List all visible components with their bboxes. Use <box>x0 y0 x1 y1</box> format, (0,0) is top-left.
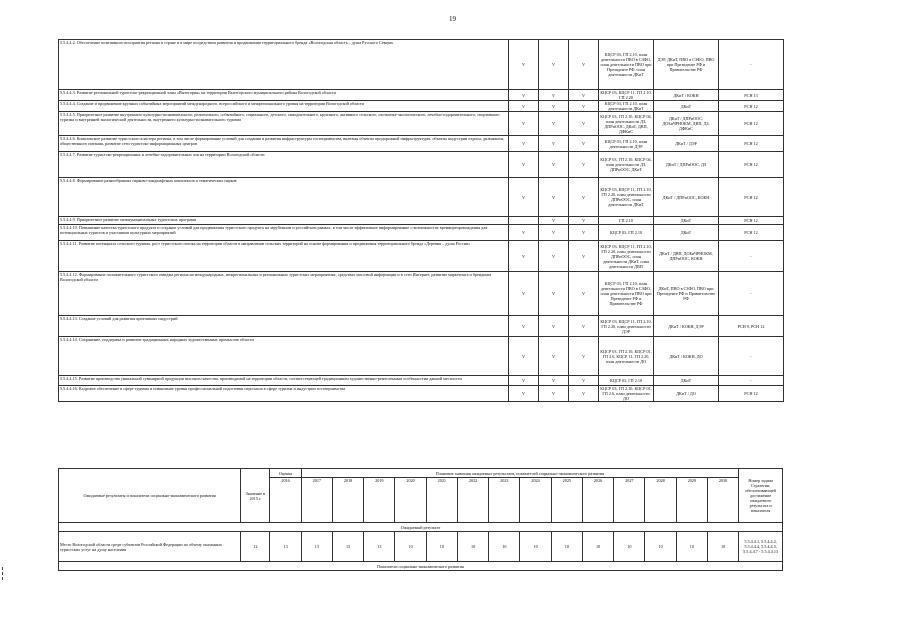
year-header: 2021 <box>426 478 457 523</box>
measure-row <box>59 376 784 386</box>
stage-1-mark: V <box>509 225 539 241</box>
measure-documents: КЦСР 03, ГП 2.10, план деятельности ДЭР <box>599 136 654 152</box>
measure-description: 5.5.4.4.7. Развитие туристско-рекреационных и лечебно-оздоровительных зон на территории Вологодской области <box>59 152 509 178</box>
stage-1-mark <box>509 217 539 225</box>
value-2015-header: Значение в 2015 г. <box>241 469 270 523</box>
stage-3-mark: V <box>569 337 599 376</box>
measure-row <box>59 386 784 402</box>
stage-1-mark: V <box>509 101 539 112</box>
stage-1-mark: V <box>509 316 539 337</box>
margin-mark <box>2 567 4 580</box>
stage-1-mark: V <box>509 376 539 386</box>
measure-description: 5.5.4.4.3. Развитие региональной туристско-рекреационной зоны «Вытегория» на территории Вытегорского муниципального района Вологодской области <box>59 90 509 101</box>
stage-3-mark: V <box>569 40 599 90</box>
measure-row <box>59 316 784 337</box>
stage-2-mark: V <box>539 40 569 90</box>
stage-1-mark: V <box>509 90 539 101</box>
measure-resources: РСН 12 <box>719 386 784 402</box>
stage-1-mark: V <box>509 241 539 272</box>
measure-documents: КЦСР 03, КЦСР 11, ГП 2.10, ГП 2.20, план деятельности ДЭР <box>599 316 654 337</box>
measure-row <box>59 178 784 217</box>
measure-documents: КЦСР 03, ГП 2.10, КЦСР 01, ГП 2.6, план деятельности ДО <box>600 386 652 401</box>
indicator-value: 10 <box>426 532 457 562</box>
stage-2-mark: V <box>539 241 569 272</box>
measure-resources: - <box>719 337 784 376</box>
measure-documents: КЦСР 03, ГП 2.10, КЦСР 04, план деятельности ДЗ, ДПРиООС, ДКиТ <box>599 152 654 178</box>
stage-3-mark: V <box>569 376 599 386</box>
measure-resources: РСН 12 <box>719 101 784 112</box>
stage-1-mark: V <box>509 152 539 178</box>
measure-documents: КЦСР 03, КЦСР 11, ГП 2.10, ГП 2.20 <box>600 90 652 100</box>
measure-description: 5.5.4.4.2. Обеспечение позитивного восприятия региона в стране и в мире посредством развития и продвижения территориального бренда «Вологодская область – душа Русского Севера» <box>59 40 509 90</box>
measure-resources: РСН 12 <box>719 217 784 225</box>
stage-3-mark: V <box>569 225 599 241</box>
measure-executors: ДКиТ / КОКН, ДЭР <box>654 316 719 337</box>
indicator-value: 10 <box>551 532 582 562</box>
measure-description: 5.5.4.4.8. Формирование разнообразных парково-ландшафтных комплексов и тематических парков <box>59 178 509 217</box>
indicator-task-numbers: 5.5.4.4.1, 5.5.4.4.2, 5.5.4.4.4, 5.5.4.4.5, 5.5.4.4.7 - 5.5.4.4.13 <box>739 532 783 562</box>
indicator-value: 13 <box>270 532 301 562</box>
measure-resources: РСН 9, РСН 12 <box>719 316 784 337</box>
measure-executors: ДКиТ <box>654 225 719 241</box>
measure-description: 5.5.4.4.5. Приоритетное развитие внутреннего культурно-познавательного, религиозного, событийного, социального, детского, самодеятельного, круизного, активного сельского, охотничье-экологического, лечебно-оздоровительного, спортивного туризма и внутренней экологической деятельности, внутреннего культурно-познавательного туризма <box>59 112 509 136</box>
indicator-value: 10 <box>676 532 707 562</box>
measure-executors: ДКиТ / ДО <box>654 386 719 402</box>
measure-description: 5.5.4.4.13. Создание условий для развития креативных индустрий <box>59 316 509 337</box>
stage-3-mark: V <box>569 386 599 402</box>
stage-2-mark: V <box>539 112 569 136</box>
measure-row <box>59 90 784 101</box>
measure-resources: - <box>719 40 784 90</box>
measure-executors: ДКиТ / ДЭР <box>654 136 719 152</box>
indicator-value: 13 <box>332 532 363 562</box>
stage-2-mark: V <box>539 337 569 376</box>
stage-2-mark: V <box>539 316 569 337</box>
measure-documents: ГП 2.10 <box>599 217 654 225</box>
measure-executors: ДКиТ / ДПРиООС, ДЗ <box>654 152 719 178</box>
indicator-value: 13 <box>301 532 332 562</box>
measure-row <box>59 217 784 225</box>
stage-3-mark: V <box>569 316 599 337</box>
stage-2-mark: V <box>539 376 569 386</box>
stage-3-mark: V <box>569 241 599 272</box>
measure-row <box>59 136 784 152</box>
year-header: 2023 <box>489 478 520 523</box>
indicator-value: 10 <box>645 532 676 562</box>
stage-2-mark: V <box>539 386 569 402</box>
measure-description: 5.5.4.4.4. Создание и продвижение крупных событийных мероприятий международного, всероссийского и межрегионального уровня на территории Вологодской области <box>59 101 509 112</box>
measure-resources: РСН 13 <box>719 90 784 101</box>
measure-resources: - <box>719 376 784 386</box>
measure-resources: - <box>719 241 784 272</box>
measure-documents: КЦСР 03, ГП 2.10 <box>599 376 654 386</box>
measure-resources: РСН 12 <box>719 112 784 136</box>
indicator-value: 10 <box>707 532 738 562</box>
stage-2-mark: V <box>539 101 569 112</box>
measure-documents: КЦСР 03, ГП 2.10, план деятельности ПВО в СЗФО, план деятельности ПВО при Президенте РФ, план деятельности ДКиТ <box>599 40 654 90</box>
stage-3-mark: V <box>569 90 599 101</box>
measure-executors: ДКиТ / ДВП, ДОБиЧРНОКМ, ДПРиООС, КОКН <box>654 241 719 272</box>
stage-1-mark: V <box>509 178 539 217</box>
task-number-header: Номер задачи Стратегии, обеспечивающей достижение ожидаемого результата и показателя <box>739 469 783 523</box>
stage-3-mark: V <box>569 272 599 316</box>
stage-3-mark: V <box>569 217 599 225</box>
stage-2-mark: V <box>539 178 569 217</box>
indicator-row-label: Место Вологодской области среди субъектов Российской Федерации по объему оказанных туристских услуг на душу населения <box>59 532 241 562</box>
year-header: 2029 <box>676 478 707 523</box>
measure-description: 5.5.4.4.9. Приоритетное развитие межмуниципальных туристских программ <box>59 217 509 225</box>
measure-documents: КЦСР 03, ГП 2.10, план деятельности ПВО в СЗФО, план деятельности ПВО при Президенте РФ и Правительстве РФ <box>599 272 654 316</box>
measure-documents: КЦСР 03, ГП 2.10, КЦСР 01, ГП 2.6, КЦСР 11, ГП 2.20, план деятельности ДО <box>599 337 654 376</box>
year-header: 2027 <box>614 478 645 523</box>
measure-executors: ДКиТ <box>654 376 719 386</box>
measure-executors: ДКиТ, ПВО в СЗФО, ПВО при Президенте РФ и Правительстве РФ <box>654 272 719 316</box>
indicator-value: 10 <box>520 532 551 562</box>
measure-description: 5.5.4.4.14. Сохранение, поддержка и развитие традиционных народных художественных промыслов области <box>59 337 509 376</box>
measure-documents: КЦСР 03, КЦСР 11, ГП 2.10, ГП 2.20, план деятельности ДПРиООС, план деятельности ДКиТ, план деятельности ДВП <box>599 241 654 272</box>
stage-2-mark: V <box>539 152 569 178</box>
expected-result-section: Ожидаемый результат <box>59 523 783 532</box>
indicator-value: 10 <box>489 532 520 562</box>
stage-2-mark: V <box>539 272 569 316</box>
measure-description: 5.5.4.4.6. Комплексное развитие туристского кластера региона, в том числе формирование условий для создания и развития инфраструктуры гостеприимства, включая объекты придорожной инфраструктуры, объекты индустрии отдыха, дилижансы, общественного питания, развитие сети туристско-информационных центров <box>59 136 509 152</box>
measures-table <box>58 39 784 402</box>
stage-3-mark: V <box>569 101 599 112</box>
planned-values-header: Плановые значения ожидаемых результатов, показателей социально-экономического развития <box>301 469 739 478</box>
stage-1-mark: V <box>509 40 539 90</box>
measure-row <box>59 101 784 112</box>
year-header: 2025 <box>551 478 582 523</box>
measure-executors: ДЭР, ДКиТ, ПВО в СЗФО, ПВО при Президенте РФ и Правительстве РФ <box>654 40 719 90</box>
measure-row <box>59 241 784 272</box>
year-header: 2022 <box>457 478 488 523</box>
stage-1-mark: V <box>509 112 539 136</box>
measure-row <box>59 272 784 316</box>
measure-resources: РСН 12 <box>719 225 784 241</box>
measure-description: 5.5.4.4.15. Развитие производства уникальной сувенирной продукции высокого качества, производимой на территории области, соответствующей традиционным художественно-ремесленным особенностям данной местности <box>59 376 509 386</box>
indicator-value: 10 <box>457 532 488 562</box>
indicators-table <box>58 468 783 571</box>
stage-3-mark: V <box>569 152 599 178</box>
stage-1-mark: V <box>509 272 539 316</box>
measure-executors: ДКиТ <box>654 101 719 112</box>
year-header: 2028 <box>645 478 676 523</box>
measure-executors: ДКиТ / КОКН, ДО <box>654 337 719 376</box>
stage-3-mark: V <box>569 112 599 136</box>
measure-resources: РСН 12 <box>719 152 784 178</box>
measure-row <box>59 337 784 376</box>
year-header: 2017 <box>301 478 332 523</box>
measure-description: 5.5.4.4.16. Кадровое обеспечение в сфере туризма и повышение уровня профессиональной подготовки персонала в сфере туризма и индустрии гостеприимства <box>59 386 509 402</box>
indicator-value: 10 <box>395 532 426 562</box>
year-header: 2026 <box>582 478 613 523</box>
stage-2-mark: V <box>539 90 569 101</box>
result-label-header: Ожидаемые результаты и показатели социально-экономического развития <box>59 469 241 523</box>
year-header: 2016 <box>270 478 301 523</box>
year-header: 2024 <box>520 478 551 523</box>
indicator-value: 13 <box>364 532 395 562</box>
stage-2-mark: V <box>539 136 569 152</box>
measure-resources: РСН 12 <box>719 136 784 152</box>
measure-executors: ДКиТ <box>654 217 719 225</box>
measure-row <box>59 40 784 90</box>
measure-row <box>59 152 784 178</box>
indicator-value: 12 <box>241 532 270 562</box>
measure-resources: - <box>719 272 784 316</box>
stage-1-mark: V <box>509 386 539 402</box>
estimate-header: Оценка <box>270 469 301 478</box>
measure-row <box>59 225 784 241</box>
measure-description: 5.5.4.4.11. Развитие потенциала сельского туризма, рост туристского потока на территории области в направлении сельских территорий на основе формирования и продвижения территориального бренда «Деревня – душа России» <box>59 241 509 272</box>
measure-executors: ДКиТ / ДПРиООС, КОКН <box>654 178 719 217</box>
measure-resources: РСН 12 <box>719 178 784 217</box>
indicator-value: 10 <box>614 532 645 562</box>
year-header: 2018 <box>332 478 363 523</box>
measure-row <box>59 112 784 136</box>
measure-description: 5.5.4.4.10. Повышение качества туристского продукта и создание условий для продвижения туристского продукта на зарубежном и российском рынках, в том числе эффективное информирование о возможностях времяпрепровождения для потенциальных туристов и участников культурных мероприятий <box>59 225 509 241</box>
measure-documents: КЦСР 03, КЦСР 11, ГП 2.10, ГП 2.20, план деятельности ДПРиООС, план деятельности ДКиТ <box>599 178 654 217</box>
page-number: 19 <box>449 15 456 23</box>
stage-1-mark: V <box>509 337 539 376</box>
measure-documents: КЦСР 03, ГП 2.10, план деятельности ДКиТ <box>599 101 654 112</box>
indicator-value: 10 <box>582 532 613 562</box>
year-header: 2019 <box>364 478 395 523</box>
stage-3-mark: V <box>569 178 599 217</box>
stage-2-mark: V <box>539 225 569 241</box>
measure-documents: КЦСР 03, ГП 2.10 <box>599 225 654 241</box>
stage-1-mark: V <box>509 136 539 152</box>
stage-3-mark: V <box>569 136 599 152</box>
year-header: 2020 <box>395 478 426 523</box>
measure-executors: ДКиТ / КОКН <box>654 90 719 101</box>
measure-executors: ДКиТ / ДПРиООС, ДОБиЧРНОКМ, ДВП, ДЗ, ДФКиС <box>654 112 719 136</box>
measure-documents: КЦСР 03, ГП 2.10, КЦСР 04, план деятельности ДЗ, ДПРиООС, ДКиТ, ДВП, ДФКиС <box>600 113 652 134</box>
year-header: 2030 <box>707 478 738 523</box>
indicators-section: Показатели социально-экономического развития <box>59 562 783 571</box>
stage-2-mark: V <box>539 217 569 225</box>
measure-description: 5.5.4.4.12. Формирование положительного туристского имиджа региона на международных, межрегиональных и региональных туристских мероприятиях, средствах массовой информации и в сети Интернет, развитие маркетинга и брендинга Вологодской области <box>59 272 509 316</box>
